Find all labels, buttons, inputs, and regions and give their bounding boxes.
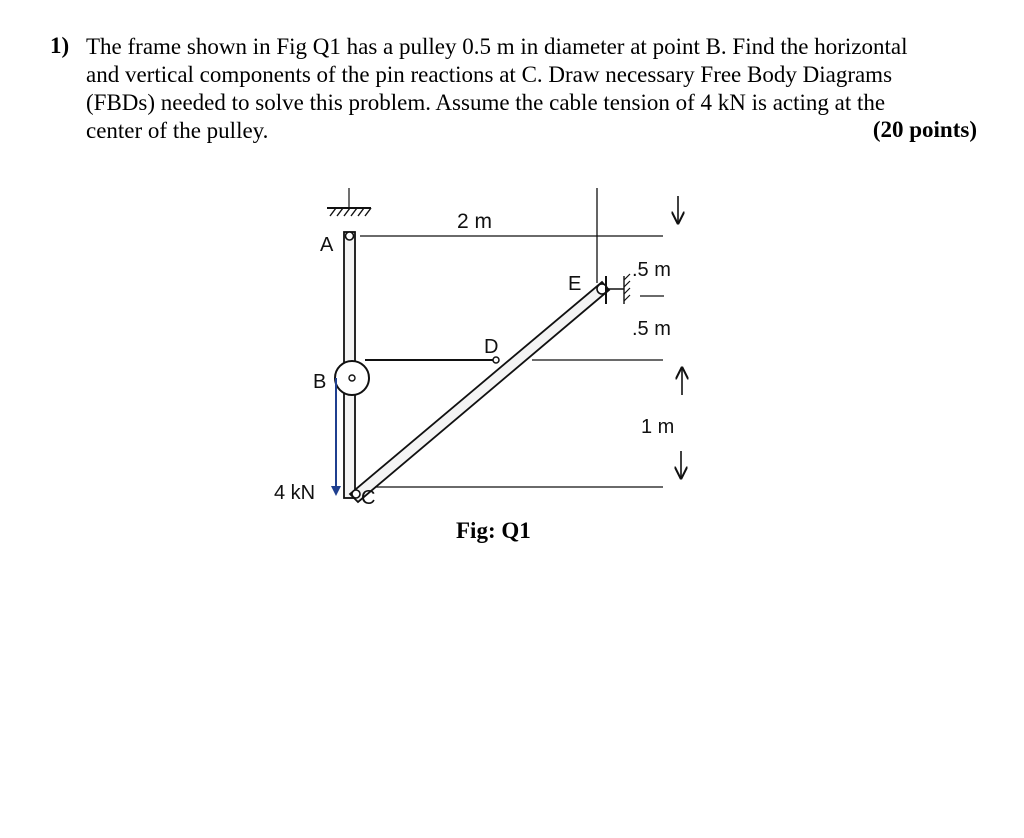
pin-support-e <box>597 274 630 304</box>
pin-c <box>352 490 360 498</box>
dim-label-upper: .5 m <box>632 259 671 281</box>
load-arrow <box>331 486 341 496</box>
question-number: 1) <box>50 33 70 58</box>
question-line: center of the pulley. <box>86 118 269 143</box>
points-label: (20 points) <box>872 117 977 142</box>
question-line: The frame shown in Fig Q1 has a pulley 0.5 m in diameter at point B. Find the horizontal <box>86 34 908 59</box>
dim-label-lower: 1 m <box>641 416 675 438</box>
label-c: C <box>361 487 376 509</box>
dim-label-horizontal: 2 m <box>457 210 493 233</box>
label-e: E <box>568 273 582 295</box>
question-line: and vertical components of the pin reactions at C. Draw necessary Free Body Diagrams <box>86 62 893 87</box>
pulley-pin <box>349 375 355 381</box>
label-a: A <box>320 234 334 256</box>
label-d: D <box>484 336 499 358</box>
fixed-support-a <box>327 188 371 216</box>
diagonal-member <box>350 282 609 502</box>
pin-a <box>346 232 354 240</box>
question-line: (FBDs) needed to solve this problem. Assume the cable tension of 4 kN is acting at the <box>86 90 886 115</box>
load-label: 4 kN <box>274 482 316 504</box>
dim-label-middle: .5 m <box>632 318 671 340</box>
figure-caption: Fig: Q1 <box>456 518 531 543</box>
label-b: B <box>313 371 327 393</box>
